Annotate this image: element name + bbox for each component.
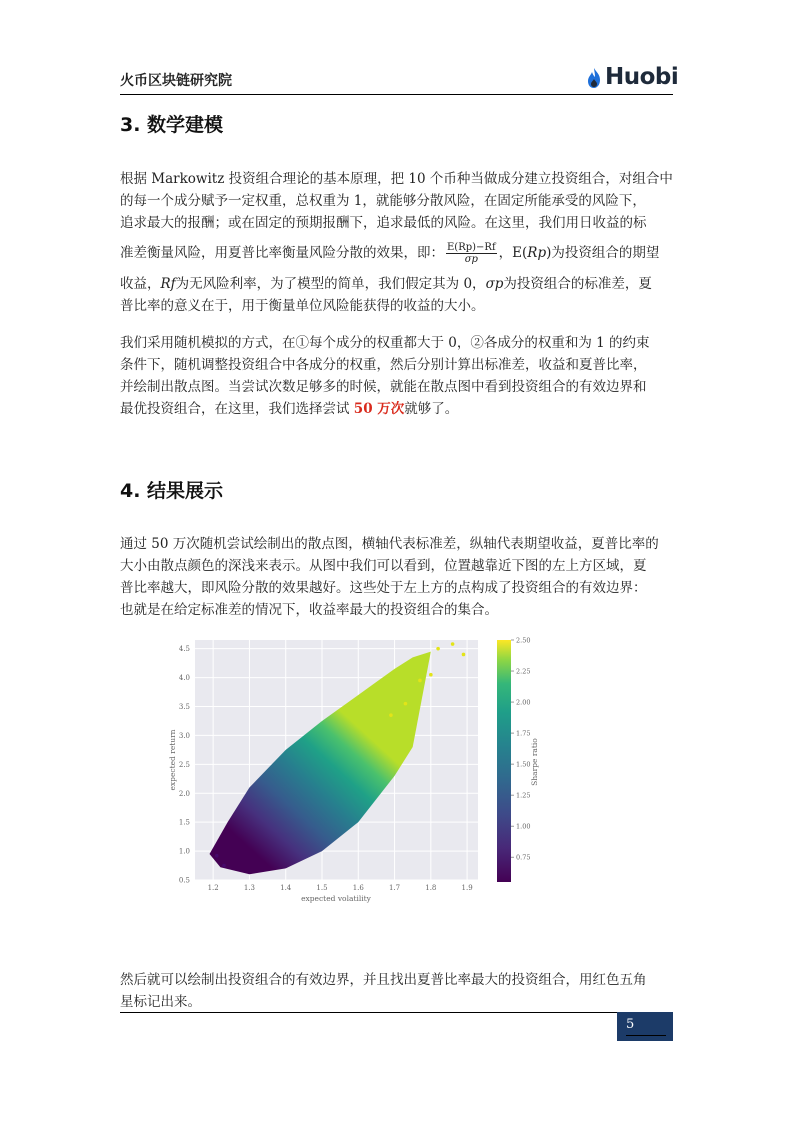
- text-line: 并绘制出散点图。当尝试次数足够多的时候，就能在散点图中看到投资组合的有效边界和: [120, 379, 647, 395]
- text-span: 为投资组合的标准差，夏: [503, 276, 652, 292]
- y-tick-label: 3.5: [178, 703, 190, 712]
- y-tick-label: 1.5: [178, 818, 190, 827]
- scatter-point: [389, 713, 393, 717]
- huobi-logo: [585, 64, 677, 92]
- y-tick-label: 4.5: [178, 645, 190, 654]
- scatter-point: [215, 854, 219, 858]
- colorbar: [497, 640, 511, 882]
- math-symbol: Rp: [527, 245, 547, 261]
- text-line: 普比率越大，即风险分散的效果越好。这些处于左上方的点构成了投资组合的有效边界：: [120, 580, 647, 596]
- scatter-point: [404, 702, 408, 706]
- text-span: 最优投资组合，在这里，我们选择尝试: [120, 401, 354, 417]
- colorbar-tick-label: 1.00: [516, 822, 531, 831]
- text-line: 普比率的意义在于，用于衡量单位风险能获得的收益的大小。: [120, 298, 485, 314]
- y-tick-labels: [179, 645, 190, 884]
- x-tick-label: 1.8: [425, 884, 437, 892]
- text-line: 大小由散点颜色的深浅来表示。从图中我们可以看到，位置越靠近下图的左上方区域，夏: [120, 558, 647, 574]
- section-3-paragraph-2: [120, 332, 673, 420]
- scatter-chart: [165, 634, 555, 909]
- section-3-title-text: 3. 数学建模: [120, 114, 224, 136]
- y-tick-label: 3.0: [178, 731, 190, 740]
- text-line: 我们采用随机模拟的方式，在①每个成分的权重都大于 0，②各成分的权重和为 1 的约束: [120, 335, 650, 351]
- formula-numerator: E(Rp)−Rf: [447, 242, 496, 253]
- text-line: 条件下，随机调整投资组合中各成分的权重，然后分别计算出标准差，收益和夏普比率，: [120, 357, 647, 373]
- x-tick-label: 1.4: [280, 884, 292, 892]
- colorbar-tick-label: 1.25: [516, 791, 531, 800]
- section-4-paragraph-2: [120, 969, 673, 1013]
- highlight-trials: 50 万次: [353, 401, 405, 417]
- scatter-point: [462, 653, 466, 657]
- text-line: [120, 273, 673, 295]
- page-number-box: [617, 1012, 673, 1041]
- page-number: 5: [626, 1017, 635, 1032]
- x-tick-label: 1.9: [461, 884, 473, 892]
- section-4-title: [120, 476, 223, 503]
- colorbar-label: Sharpe ratio: [530, 738, 539, 786]
- y-tick-label: 0.5: [178, 876, 190, 885]
- scatter-point: [418, 679, 422, 683]
- y-tick-label: 1.0: [178, 847, 190, 856]
- header-rule: [120, 94, 673, 95]
- colorbar-tick-label: 1.50: [516, 760, 531, 769]
- org-title: 火币区块链研究院: [120, 73, 232, 89]
- y-tick-label: 4.0: [178, 674, 190, 683]
- y-tick-label: 2.0: [178, 789, 190, 798]
- sharpe-formula: [446, 242, 497, 265]
- x-tick-label: 1.6: [352, 884, 364, 892]
- x-tick-label: 1.5: [316, 884, 328, 892]
- math-symbol: Rf: [160, 276, 176, 292]
- text-line-with-formula: [120, 242, 673, 265]
- flame-icon: [585, 67, 603, 89]
- section-3-paragraph-1: [120, 168, 673, 317]
- y-tick-label: 2.5: [178, 760, 190, 769]
- text-line: [120, 398, 673, 420]
- scatter-point: [222, 864, 226, 868]
- colorbar-tick-label: 1.75: [516, 729, 531, 738]
- x-tick-label: 1.2: [207, 884, 219, 892]
- colorbar-tick-label: 2.50: [516, 636, 531, 645]
- scatter-point: [451, 642, 455, 646]
- colorbar-tick-label: 2.25: [516, 667, 531, 676]
- footer-rule: [120, 1012, 673, 1013]
- text-line: 星标记出来。: [120, 994, 201, 1010]
- text-line: 根据 Markowitz 投资组合理论的基本原理，把 10 个币种当做成分建立投资组合，对组合中: [120, 171, 673, 187]
- page-number-underline: [626, 1035, 666, 1036]
- logo-text: Huobi: [605, 64, 679, 90]
- text-line: 然后就可以绘制出投资组合的有效边界，并且找出夏普比率最大的投资组合，用红色五角: [120, 972, 647, 988]
- x-axis-label: expected volatility: [301, 894, 371, 903]
- formula-denominator: σp: [464, 254, 478, 265]
- text-span: ，E(: [498, 245, 528, 261]
- y-axis-label: expected return: [168, 729, 177, 791]
- scatter-point: [436, 647, 440, 651]
- text-span: 收益，: [120, 276, 161, 292]
- section-4-paragraph-1: [120, 533, 673, 621]
- section-3-title: [120, 110, 223, 137]
- x-tick-labels: [208, 884, 473, 892]
- text-span: 就够了。: [404, 401, 459, 417]
- scatter-point: [429, 673, 433, 677]
- text-span: )为投资组合的期望: [546, 245, 660, 261]
- text-line: 也就是在给定标准差的情况下，收益率最大的投资组合的集合。: [120, 602, 498, 618]
- math-symbol: σp: [485, 276, 504, 292]
- text-line: 的每一个成分赋予一定权重，总权重为 1，就能够分散风险，在固定所能承受的风险下，: [120, 193, 646, 209]
- text-span: 准差衡量风险，用夏普比率衡量风险分散的效果，即：: [120, 245, 444, 261]
- text-line: 追求最大的报酬；或在固定的预期报酬下，追求最低的风险。在这里，我们用日收益的标: [120, 215, 647, 231]
- text-line: 通过 50 万次随机尝试绘制出的散点图，横轴代表标准差，纵轴代表期望收益，夏普比率的: [120, 536, 659, 552]
- x-tick-label: 1.3: [243, 884, 255, 892]
- colorbar-tick-label: 0.75: [516, 853, 531, 862]
- x-tick-label: 1.7: [388, 884, 401, 892]
- text-span: 为无风险利率，为了模型的简单，我们假定其为 0，: [175, 276, 486, 292]
- colorbar-tick-label: 2.00: [516, 698, 531, 707]
- colorbar-tick-labels: [511, 637, 530, 862]
- section-4-title-text: 4. 结果展示: [120, 480, 224, 502]
